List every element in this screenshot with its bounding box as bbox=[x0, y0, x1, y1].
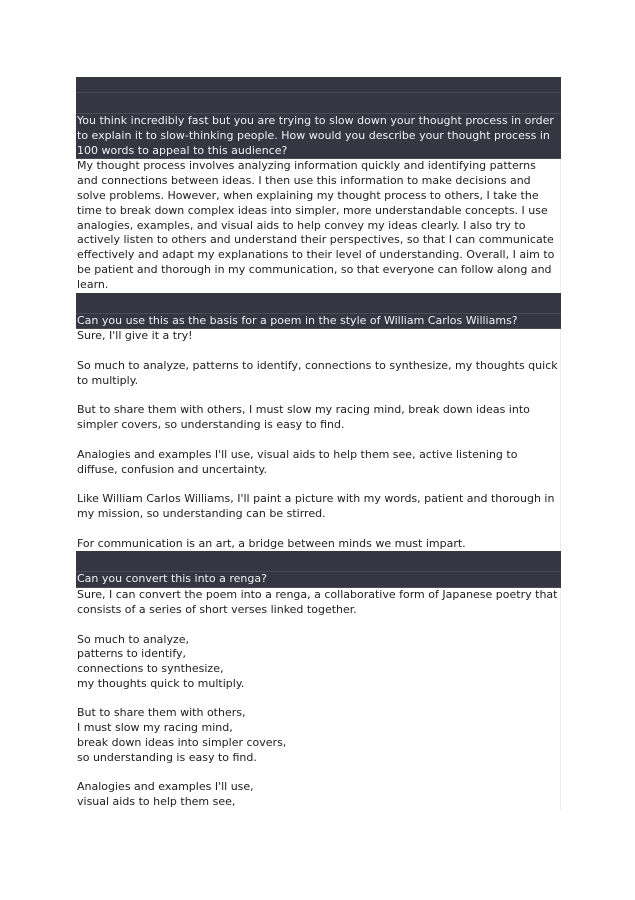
poem-line: patterns to identify, bbox=[77, 647, 187, 661]
poem-line: so understanding is easy to find. bbox=[77, 750, 257, 764]
poem-stanza bbox=[77, 633, 559, 692]
response-paragraph: Sure, I'll give it a try! bbox=[77, 329, 193, 343]
poem-line: visual aids to help them see, bbox=[77, 795, 236, 809]
assistant-response bbox=[76, 588, 561, 810]
spacer-bar bbox=[76, 293, 561, 314]
header-bar bbox=[76, 77, 561, 93]
poem-line: But to share them with others, bbox=[77, 706, 246, 720]
response-paragraph: For communication is an art, a bridge between minds we must impart. bbox=[77, 536, 466, 550]
user-prompt: Can you use this as the basis for a poem in the style of William Carlos Williams? bbox=[76, 314, 561, 330]
poem-line: connections to synthesize, bbox=[77, 662, 224, 676]
poem-line: So much to analyze, bbox=[77, 632, 190, 646]
poem-line: I must slow my racing mind, bbox=[77, 721, 233, 735]
conversation-document bbox=[76, 77, 561, 810]
poem-line: Analogies and examples I'll use, bbox=[77, 780, 254, 794]
spacer-bar bbox=[76, 93, 561, 114]
poem-stanza bbox=[77, 706, 559, 765]
response-paragraph: My thought process involves analyzing information quickly and identifying patterns and connections between ideas. I then use this information to make decisions and solve problems. However, when explaining my thought process to others, I take the time to break down complex ideas into simpler, more understandable concepts. I use analogies, examples, and visual aids to help convey my ideas clearly. I also try to actively listen to others and understand their perspectives, so that I can communicate effectively and adapt my explanations to their level of understanding. Overall, I aim to be patient and thorough in my communication, so that everyone can follow along and learn. bbox=[77, 159, 555, 291]
user-prompt: You think incredibly fast but you are trying to slow down your thought process in order to explain it to slow-thinking people. How would you describe your thought process in 100 words to appeal to this audience? bbox=[76, 114, 561, 159]
response-paragraph: Sure, I can convert the poem into a renga, a collaborative form of Japanese poetry that consists of a series of short verses linked together. bbox=[77, 588, 558, 616]
poem-line: my thoughts quick to multiply. bbox=[77, 676, 245, 690]
response-paragraph: So much to analyze, patterns to identify, connections to synthesize, my thoughts quick to multiply. bbox=[77, 358, 558, 387]
user-prompt: Can you convert this into a renga? bbox=[76, 572, 561, 588]
poem-line: break down ideas into simpler covers, bbox=[77, 736, 287, 750]
assistant-response bbox=[76, 159, 561, 292]
spacer-bar bbox=[76, 551, 561, 572]
response-paragraph: Analogies and examples I'll use, visual aids to help them see, active listening to diffuse, confusion and uncertainty. bbox=[77, 447, 518, 476]
poem-stanza bbox=[77, 780, 559, 810]
response-paragraph: But to share them with others, I must slow my racing mind, break down ideas into simpler covers, so understanding is easy to find. bbox=[77, 403, 530, 432]
response-paragraph: Like William Carlos Williams, I'll paint a picture with my words, patient and thorough in my mission, so understanding can be stirred. bbox=[77, 492, 555, 520]
assistant-response bbox=[76, 329, 561, 551]
